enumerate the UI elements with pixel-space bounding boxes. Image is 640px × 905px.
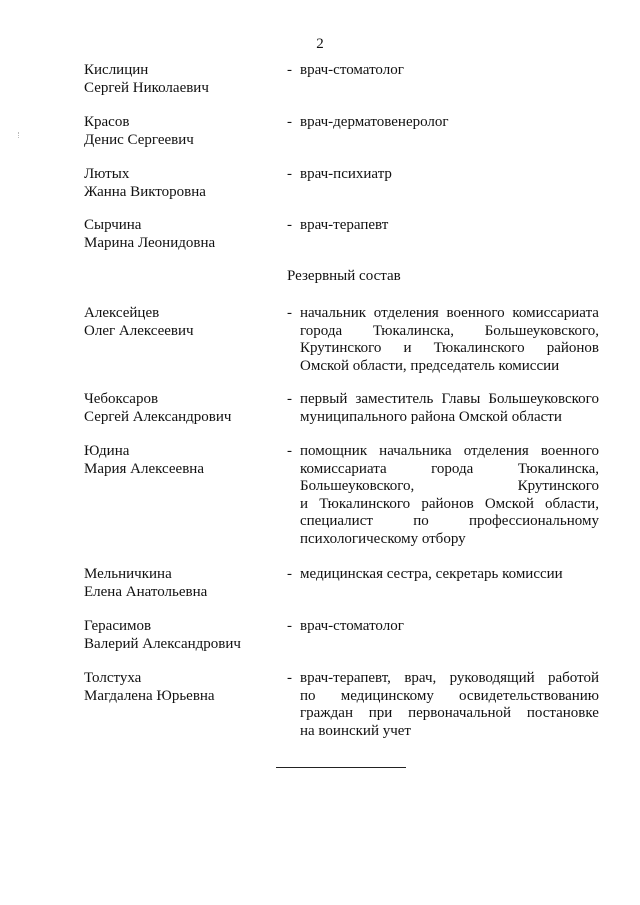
role-line: муниципального района Омской области [300, 408, 562, 425]
role-line: на воинский учет [300, 722, 411, 739]
member-name [84, 566, 274, 601]
member-given-names: Елена Анатольевна [84, 583, 208, 600]
member-given-names: Марина Леонидовна [84, 234, 216, 251]
role-line: Омской области, председатель комиссии [300, 357, 560, 374]
dash-separator: - [287, 566, 292, 582]
margin-mark [18, 132, 21, 138]
member-name [84, 443, 274, 478]
role-line: комиссариата города Тюкалинска, [300, 460, 599, 477]
dash-separator: - [287, 217, 292, 233]
member-name [84, 114, 274, 149]
member-surname: Мельничкина [84, 566, 172, 582]
member-given-names: Олег Алексеевич [84, 322, 194, 339]
member-name [84, 166, 274, 201]
role-line: Большеуковского, Крутинского [300, 478, 599, 494]
member-given-names: Жанна Викторовна [84, 183, 206, 200]
role-line: врач-терапевт [300, 217, 389, 233]
dash-separator: - [287, 391, 292, 407]
member-role [300, 217, 599, 235]
page-number: 2 [316, 36, 324, 52]
closing-rule [276, 767, 406, 768]
role-line: врач-стоматолог [300, 618, 404, 634]
member-role [300, 114, 599, 132]
role-line: первый заместитель Главы Большеуковского [300, 391, 599, 407]
member-surname: Герасимов [84, 618, 152, 634]
dash-separator: - [287, 166, 292, 182]
dash-separator: - [287, 62, 292, 78]
dash-separator: - [287, 443, 292, 459]
role-line: Крутинского и Тюкалинского районов [300, 340, 599, 356]
role-line: города Тюкалинска, Большеуковского, [300, 322, 599, 339]
member-given-names: Денис Сергеевич [84, 131, 194, 148]
role-line: граждан при первоначальной постановке [300, 705, 599, 721]
member-surname: Чебоксаров [84, 391, 159, 407]
member-given-names: Сергей Александрович [84, 408, 232, 425]
dash-separator: - [287, 114, 292, 130]
member-surname: Юдина [84, 443, 130, 459]
member-name [84, 217, 274, 252]
member-role [300, 391, 599, 426]
role-line: психологическому отбору [300, 530, 466, 547]
member-role [300, 166, 599, 184]
member-surname: Толстуха [84, 670, 142, 686]
member-given-names: Мария Алексеевна [84, 460, 204, 477]
role-line: начальник отделения военного комиссариата [300, 305, 599, 321]
role-line: по медицинскому освидетельствованию [300, 687, 599, 704]
member-surname: Алексейцев [84, 305, 160, 321]
member-surname: Лютых [84, 166, 130, 182]
member-given-names: Магдалена Юрьевна [84, 687, 215, 704]
role-line: врач-стоматолог [300, 62, 404, 78]
dash-separator: - [287, 305, 292, 321]
member-name [84, 391, 274, 426]
role-line: помощник начальника отделения военного [300, 443, 599, 459]
member-role [300, 670, 599, 740]
member-name [84, 670, 274, 705]
role-line: врач-психиатр [300, 166, 392, 182]
reserve-section-title: Резервный состав [287, 268, 401, 284]
member-role [300, 443, 599, 548]
member-surname: Красов [84, 114, 130, 130]
member-name [84, 305, 274, 340]
member-surname: Кислицин [84, 62, 149, 78]
dash-separator: - [287, 670, 292, 686]
role-line: и Тюкалинского районов Омской области, [300, 495, 599, 512]
member-role [300, 566, 599, 584]
role-line: врач-терапевт, врач, руководящий работой [300, 670, 599, 686]
role-line: специалист по профессиональному [300, 513, 599, 529]
member-role [300, 618, 599, 636]
member-role [300, 305, 599, 375]
member-given-names: Сергей Николаевич [84, 79, 209, 96]
member-name [84, 62, 274, 97]
member-given-names: Валерий Александрович [84, 635, 241, 652]
member-surname: Сырчина [84, 217, 142, 233]
member-role [300, 62, 599, 80]
role-line: врач-дерматовенеролог [300, 114, 449, 130]
member-name [84, 618, 274, 653]
dash-separator: - [287, 618, 292, 634]
role-line: медицинская сестра, секретарь комиссии [300, 566, 563, 582]
